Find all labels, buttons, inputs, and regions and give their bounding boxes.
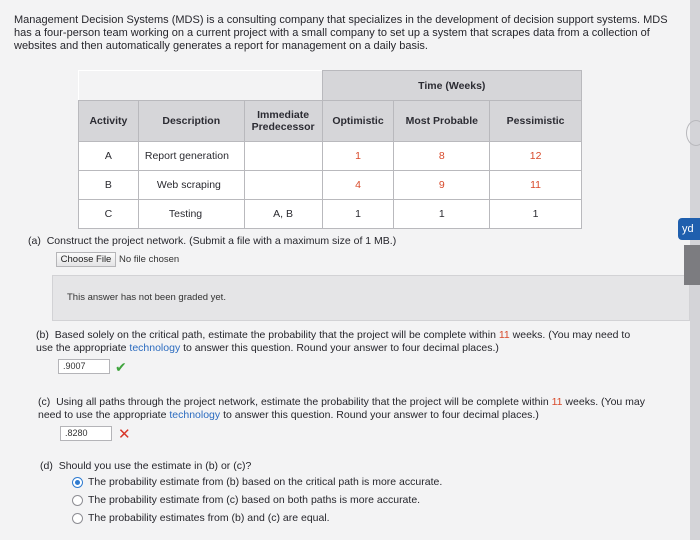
cell-activity: A [79,142,139,171]
side-tab[interactable]: yd [678,218,700,240]
radio-selected-icon[interactable] [72,477,83,488]
header-most-probable: Most Probable [394,101,490,142]
part-b-text-pre: Based solely on the critical path, estimate the probability that the project will be complete within [54,329,499,341]
header-optimistic: Optimistic [322,101,394,142]
option-label: The probability estimate from (c) based on both paths is more accurate. [88,494,421,506]
part-c-text-mid: weeks. (You may need to use the appropriate [38,396,645,421]
cell-pessimistic: 1 [490,200,582,229]
option-critical-path[interactable] [72,476,442,488]
header-pessimistic: Pessimistic [490,101,582,142]
cell-description: Testing [138,200,244,229]
part-a-text: Construct the project network. (Submit a file with a maximum size of 1 MB.) [46,235,397,247]
cell-predecessor: A, B [244,200,322,229]
part-b-question [36,329,646,355]
part-c-text-pre: Using all paths through the project network, estimate the probability that the project will be complete within [56,396,552,408]
part-b-text-mid: weeks. (You may need to use the appropriate [36,329,631,354]
option-label: The probability estimate from (b) based on the critical path is more accurate. [88,476,443,488]
cell-optimistic: 4 [322,171,394,200]
cell-most-probable: 9 [394,171,490,200]
part-b-text-post: to answer this question. Round your answer to four decimal places.) [180,342,499,354]
choose-file-button[interactable]: Choose File [56,252,116,267]
cell-most-probable: 1 [394,200,490,229]
part-b-label: (b) [36,329,49,341]
cell-optimistic: 1 [322,200,394,229]
part-b-answer-input[interactable]: .9007 [58,359,110,374]
cell-pessimistic: 12 [490,142,582,171]
cell-description: Web scraping [138,171,244,200]
cell-activity: B [79,171,139,200]
table-row [79,142,582,171]
header-description: Description [138,101,244,142]
radio-icon[interactable] [72,513,83,524]
part-c-answer-input[interactable]: .8280 [60,426,112,441]
cell-predecessor [244,142,322,171]
part-c-label: (c) [38,396,51,408]
option-both-paths[interactable] [72,494,420,506]
part-d-text: Should you use the estimate in (b) or (c)? [58,460,252,472]
radio-icon[interactable] [72,495,83,506]
part-d-question [40,460,251,473]
part-d-label: (d) [40,460,53,472]
cell-predecessor [244,171,322,200]
cell-pessimistic: 11 [490,171,582,200]
graded-note: This answer has not been graded yet. [67,292,226,303]
side-circle-icon[interactable] [686,120,700,146]
side-dark-block [684,245,700,285]
part-a-label: (a) [28,235,41,247]
cell-optimistic: 1 [322,142,394,171]
part-c-technology-link[interactable]: technology [169,409,221,421]
part-b-technology-link[interactable]: technology [129,342,181,354]
graded-note-box [52,275,690,321]
problem-intro: Management Decision Systems (MDS) is a consulting company that specializes in the development of decision support systems. MDS has a four-person team working on a current project with a small company to set up a system that scrapes data from a collection of websites and then automatically generates a report for management on a daily basis. [14,14,668,52]
table-row [79,171,582,200]
part-b-weeks: 11 [498,329,510,341]
cell-activity: C [79,200,139,229]
part-c-weeks: 11 [551,396,563,408]
cell-most-probable: 8 [394,142,490,171]
part-c-text-post: to answer this question. Round your answer to four decimal places.) [220,409,539,421]
header-predecessor: Immediate Predecessor [244,101,322,142]
activity-table [78,70,582,229]
incorrect-x-icon: ✕ [118,426,131,443]
table-row [79,200,582,229]
cell-description: Report generation [138,142,244,171]
option-equal[interactable] [72,512,330,524]
part-a-question [28,235,396,248]
part-c-question [38,396,648,422]
header-activity: Activity [79,101,139,142]
time-weeks-header: Time (Weeks) [322,71,581,101]
option-label: The probability estimates from (b) and (c) are equal. [88,512,330,524]
correct-check-icon: ✔ [115,359,127,375]
no-file-text: No file chosen [119,254,180,265]
